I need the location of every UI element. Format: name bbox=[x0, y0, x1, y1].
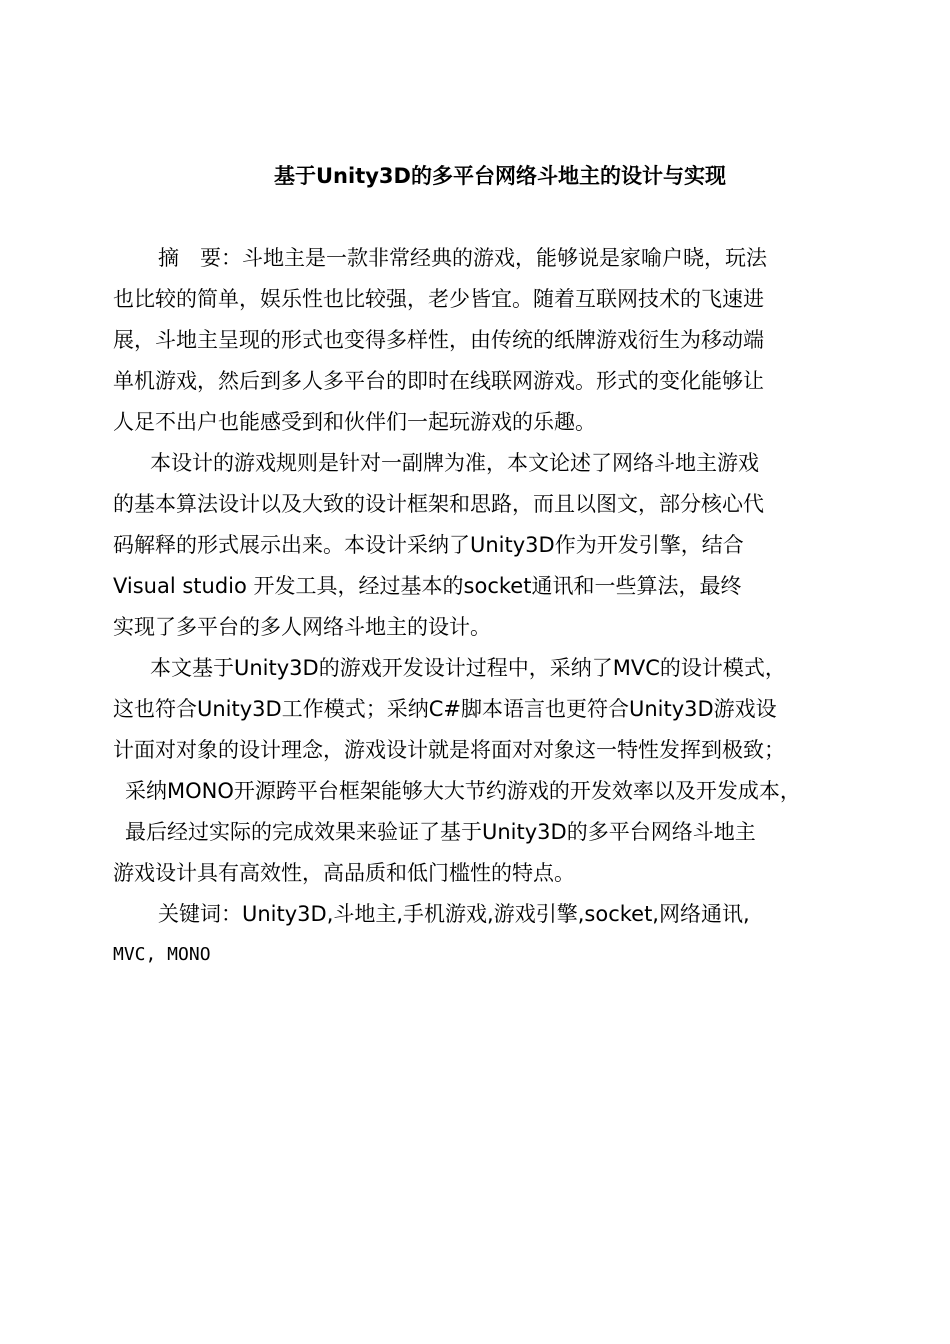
para2-line-2: 的基本算法设计以及大致的设计框架和思路，而且以图文，部分核心代 bbox=[113, 492, 764, 516]
para3-line-1: 本文基于Unity3D的游戏开发设计过程中，采纳了MVC的设计模式， bbox=[150, 656, 786, 680]
para3-line-2: 这也符合Unity3D工作模式；采纳C#脚本语言也更符合Unity3D游戏设 bbox=[113, 697, 777, 721]
para2-line-5: 实现了多平台的多人网络斗地主的设计。 bbox=[113, 615, 491, 639]
para3-line-3: 计面对对象的设计理念，游戏设计就是将面对对象这一特性发挥到极致； bbox=[113, 738, 785, 762]
para3-line-5: 最后经过实际的完成效果来验证了基于Unity3D的多平台网络斗地主 bbox=[125, 820, 756, 844]
keywords-line-1: 关键词：Unity3D,斗地主,手机游戏,游戏引擎,socket,网络通讯, bbox=[158, 902, 750, 926]
para2-line-4: Visual studio 开发工具，经过基本的socket通讯和一些算法，最终 bbox=[113, 574, 742, 598]
para2-line-3: 码解释的形式展示出来。本设计采纳了Unity3D作为开发引擎，结合 bbox=[113, 533, 744, 557]
keywords-line-2: MVC, MONO bbox=[113, 944, 211, 965]
abstract-line-4: 单机游戏，然后到多人多平台的即时在线联网游戏。形式的变化能够让 bbox=[113, 369, 764, 393]
abstract-line-2: 也比较的简单，娱乐性也比较强，老少皆宜。随着互联网技术的飞速进 bbox=[113, 287, 764, 311]
document-title: 基于Unity3D的多平台网络斗地主的设计与实现 bbox=[274, 164, 726, 188]
para3-line-6: 游戏设计具有高效性，高品质和低门槛性的特点。 bbox=[113, 861, 575, 885]
abstract-line-3: 展，斗地主呈现的形式也变得多样性，由传统的纸牌游戏衍生为移动端 bbox=[113, 328, 764, 352]
abstract-line-1: 摘 要：斗地主是一款非常经典的游戏，能够说是家喻户晓，玩法 bbox=[158, 246, 767, 270]
para3-line-4: 采纳MONO开源跨平台框架能够大大节约游戏的开发效率以及开发成本， bbox=[125, 779, 801, 803]
abstract-line-5: 人足不出户也能感受到和伙伴们一起玩游戏的乐趣。 bbox=[113, 410, 596, 434]
para2-line-1: 本设计的游戏规则是针对一副牌为准，本文论述了网络斗地主游戏 bbox=[150, 451, 759, 475]
